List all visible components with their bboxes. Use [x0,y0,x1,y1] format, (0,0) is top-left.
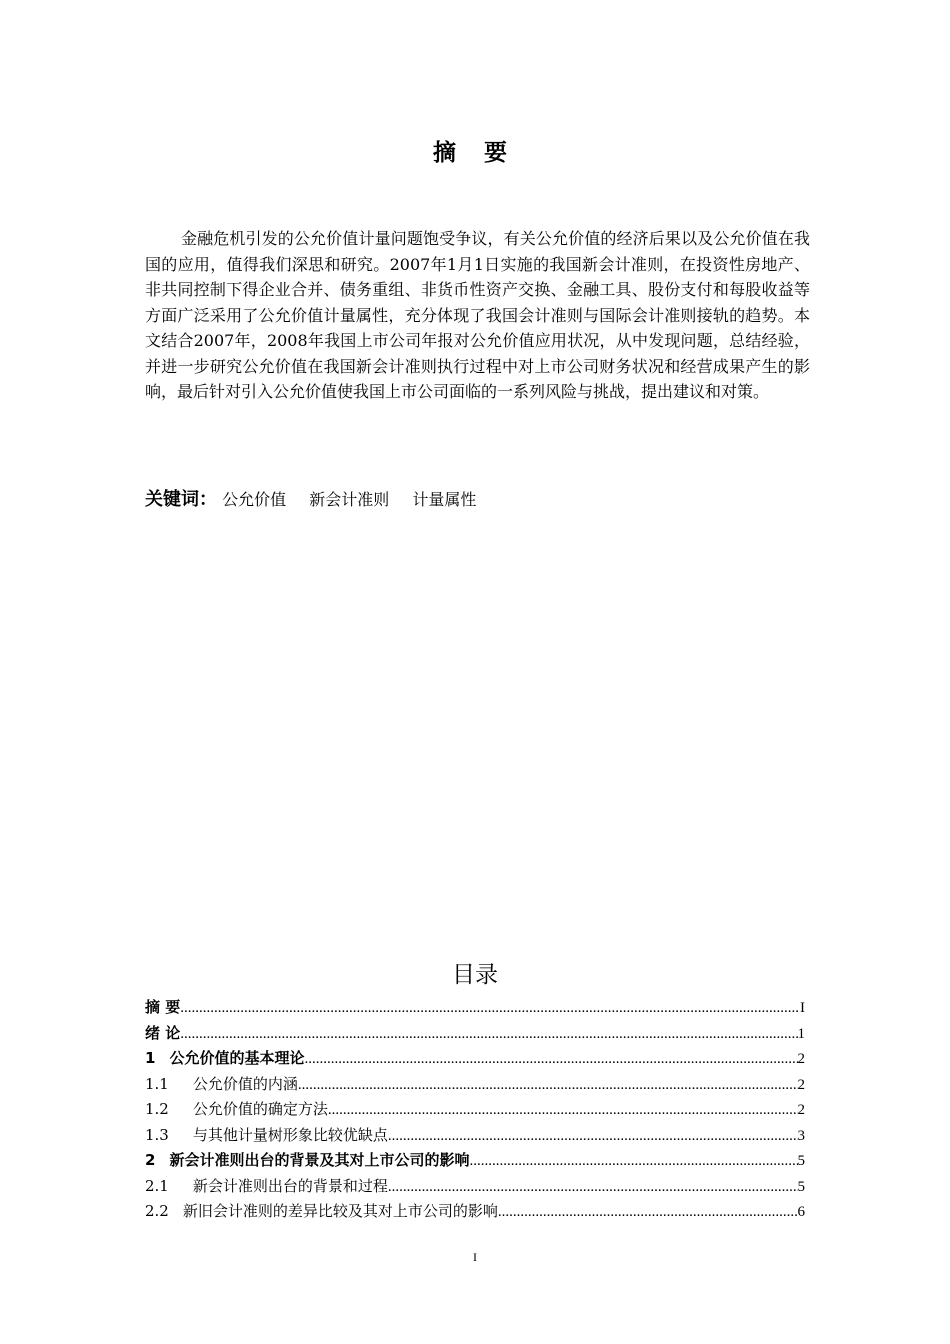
toc-entry-label: 1 公允价值的基本理论 [145,1049,305,1067]
toc-entry-section-1-2[interactable] [145,1098,805,1124]
toc-dot-leader [298,1077,798,1094]
toc-dot-leader [180,1026,797,1043]
toc-entry-page: I [800,1000,805,1016]
keyword-item: 公允价值 [222,490,287,509]
toc-entry-page: 2 [797,1051,805,1067]
toc-entry-label: 1.3 与其他计量树形象比较优缺点 [145,1125,388,1144]
keywords-line [145,487,494,513]
toc-entry-page: 6 [797,1204,805,1220]
toc-dot-leader [304,1051,797,1068]
table-of-contents [145,996,805,1226]
keyword-item: 计量属性 [412,490,477,509]
toc-entry-page: 2 [797,1102,805,1118]
toc-dot-leader [328,1102,798,1119]
toc-entry-page: 1 [797,1025,805,1042]
toc-entry-section-2-1[interactable] [145,1175,805,1201]
toc-dot-leader [388,1179,798,1196]
toc-entry-page: 5 [797,1153,805,1169]
toc-entry-page: 5 [797,1178,805,1195]
toc-entry-chapter-2[interactable] [145,1149,805,1175]
toc-entry-abstract[interactable] [145,996,805,1022]
page-number: I [473,1250,477,1264]
toc-entry-label: 1.2 公允价值的确定方法 [145,1100,328,1118]
toc-entry-section-1-1[interactable] [145,1073,805,1099]
toc-entry-label: 1.1 公允价值的内涵 [145,1074,298,1093]
toc-entry-section-2-2[interactable] [145,1200,805,1226]
toc-dot-leader [469,1153,797,1170]
keyword-item: 新会计准则 [309,490,390,509]
toc-entry-label: 摘 要 [145,998,181,1016]
keywords-label: 关键词： [145,489,217,510]
toc-dot-leader [180,1000,800,1017]
toc-entry-label: 绪 论 [145,1023,181,1042]
toc-entry-introduction[interactable] [145,1022,805,1048]
toc-title: 目录 [452,962,498,988]
toc-entry-page: 2 [797,1076,805,1093]
toc-entry-label: 2 新会计准则出台的背景及其对上市公司的影响 [145,1151,470,1169]
toc-entry-page: 3 [797,1127,805,1144]
toc-dot-leader [498,1204,798,1221]
abstract-body: 金融危机引发的公允价值计量问题饱受争议，有关公允价值的经济后果以及公允价值在我国的应用，值得我们深思和研究。2007年1月1日实施的我国新会计准则，在投资性房地产、非共同控制下得企业合并、债务重组、非货币性资产交换、金融工具、股份支付和每股收益等方面广泛采用了公允价值计量属性，充分体现了我国会计准则与国际会计准则接轨的趋势。本文结合2007年，2008年我国上市公司年报对公允价值应用状况，从中发现问题，总结经验，并进一步研究公允价值在我国新会计准则执行过程中对上市公司财务状况和经营成果产生的影响，最后针对引入公允价值使我国上市公司面临的一系列风险与挑战，提出建议和对策。 [145,229,810,401]
toc-dot-leader [388,1128,798,1145]
abstract-title: 摘 要 [432,140,517,166]
toc-entry-label: 2.2 新旧会计准则的差异比较及其对上市公司的影响 [145,1202,498,1220]
toc-entry-chapter-1[interactable] [145,1047,805,1073]
toc-entry-section-1-3[interactable] [145,1124,805,1150]
toc-entry-label: 2.1 新会计准则出台的背景和过程 [145,1176,388,1195]
